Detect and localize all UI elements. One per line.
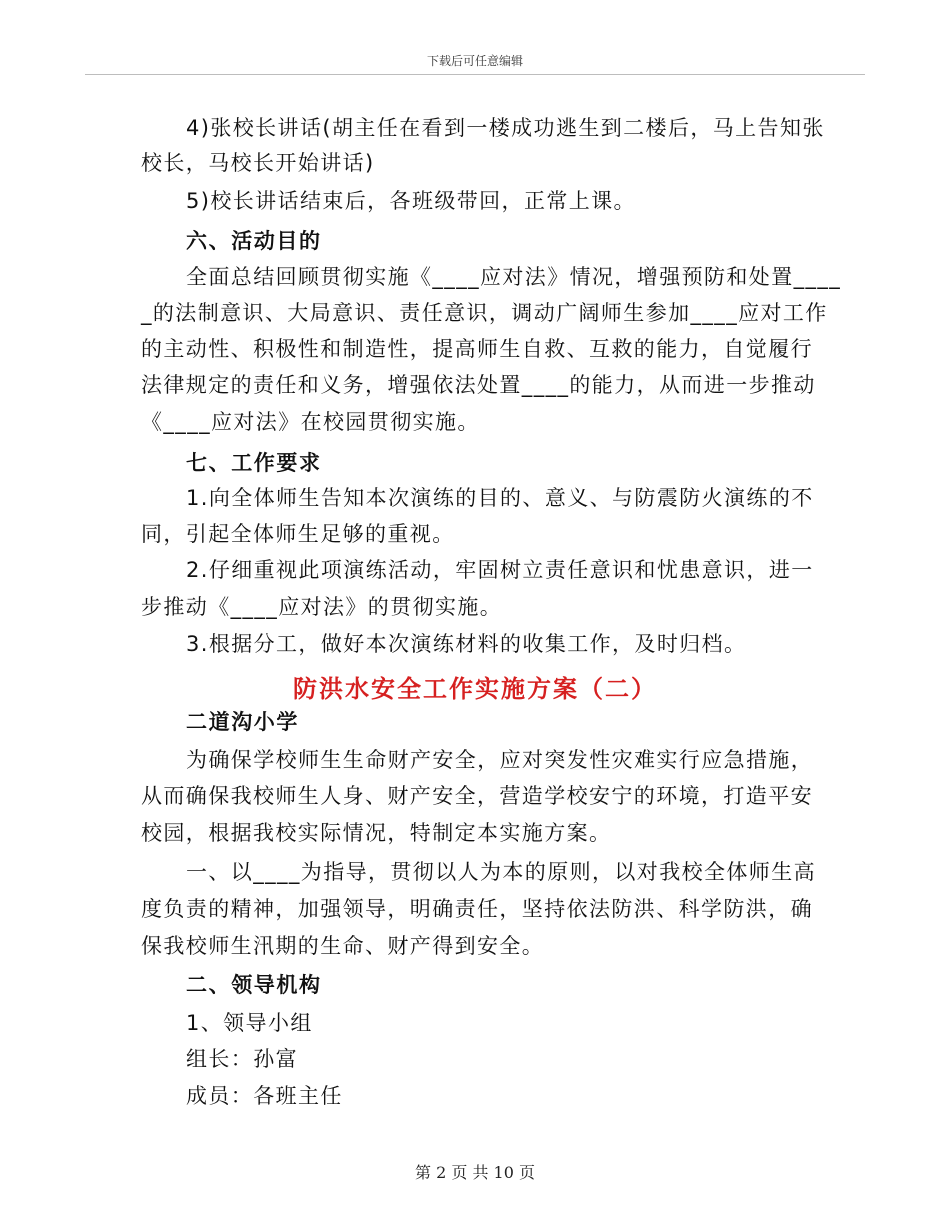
paragraph-line: 从而确保我校师生人身、财产安全，营造学校安宁的环境，打造平安 bbox=[141, 784, 813, 808]
list-item-continuation: 步推动《____应对法》的贯彻实施。 bbox=[141, 595, 503, 619]
list-item: 2.仔细重视此项演练活动，牢固树立责任意识和忧患意识，进一 bbox=[186, 558, 814, 582]
paragraph-line: 为确保学校师生生命财产安全，应对突发性灾难实行应急措施， bbox=[186, 748, 814, 772]
page-number: 第 2 页 共 10 页 bbox=[415, 1163, 535, 1182]
paragraph-line: 的主动性、积极性和制造性，提高师生自救、互救的能力，自觉履行 bbox=[141, 337, 813, 361]
list-item: 3.根据分工，做好本次演练材料的收集工作，及时归档。 bbox=[186, 632, 747, 656]
list-item-continuation: 同，引起全体师生足够的重视。 bbox=[141, 522, 455, 546]
paragraph-line: 度负责的精神，加强领导，明确责任，坚持依法防洪、科学防洪，确 bbox=[141, 897, 813, 921]
paragraph-line: 校园，根据我校实际情况，特制定本实施方案。 bbox=[141, 821, 612, 845]
list-item: 1.向全体师生告知本次演练的目的、意义、与防震防火演练的不 bbox=[186, 486, 814, 510]
document-title: 防洪水安全工作实施方案（二） bbox=[293, 675, 657, 703]
paragraph-line: 4)张校长讲话(胡主任在看到一楼成功逃生到二楼后，马上告知张 bbox=[186, 116, 825, 140]
subsection-heading: 1、领导小组 bbox=[186, 1011, 313, 1035]
paragraph-line: 全面总结回顾贯彻实施《____应对法》情况，增强预防和处置____ bbox=[186, 265, 842, 289]
section-heading-work-requirements: 七、工作要求 bbox=[186, 451, 322, 475]
paragraph-line: 保我校师生汛期的生命、财产得到安全。 bbox=[141, 934, 545, 958]
section-heading-activity-purpose: 六、活动目的 bbox=[186, 229, 322, 253]
paragraph-line: 法律规定的责任和义务，增强依法处置____的能力，从而进一步推动 bbox=[141, 373, 816, 397]
header-divider bbox=[85, 74, 865, 75]
paragraph-line: 校长，马校长开始讲话) bbox=[141, 151, 375, 175]
paragraph-line: 一、以____为指导，贯彻以人为本的原则，以对我校全体师生高 bbox=[186, 860, 816, 884]
paragraph-line: 《____应对法》在校园贯彻实施。 bbox=[141, 410, 480, 434]
group-members: 成员：各班主任 bbox=[186, 1084, 343, 1108]
school-name: 二道沟小学 bbox=[186, 710, 299, 734]
page-header-note: 下载后可任意编辑 bbox=[426, 54, 523, 68]
section-heading-leadership: 二、领导机构 bbox=[186, 973, 322, 997]
paragraph-line: 5)校长讲话结束后，各班级带回，正常上课。 bbox=[186, 189, 636, 213]
group-leader: 组长：孙富 bbox=[186, 1047, 298, 1071]
paragraph-line: _的法制意识、大局意识、责任意识，调动广阔师生参加____应对工作 bbox=[141, 301, 828, 325]
